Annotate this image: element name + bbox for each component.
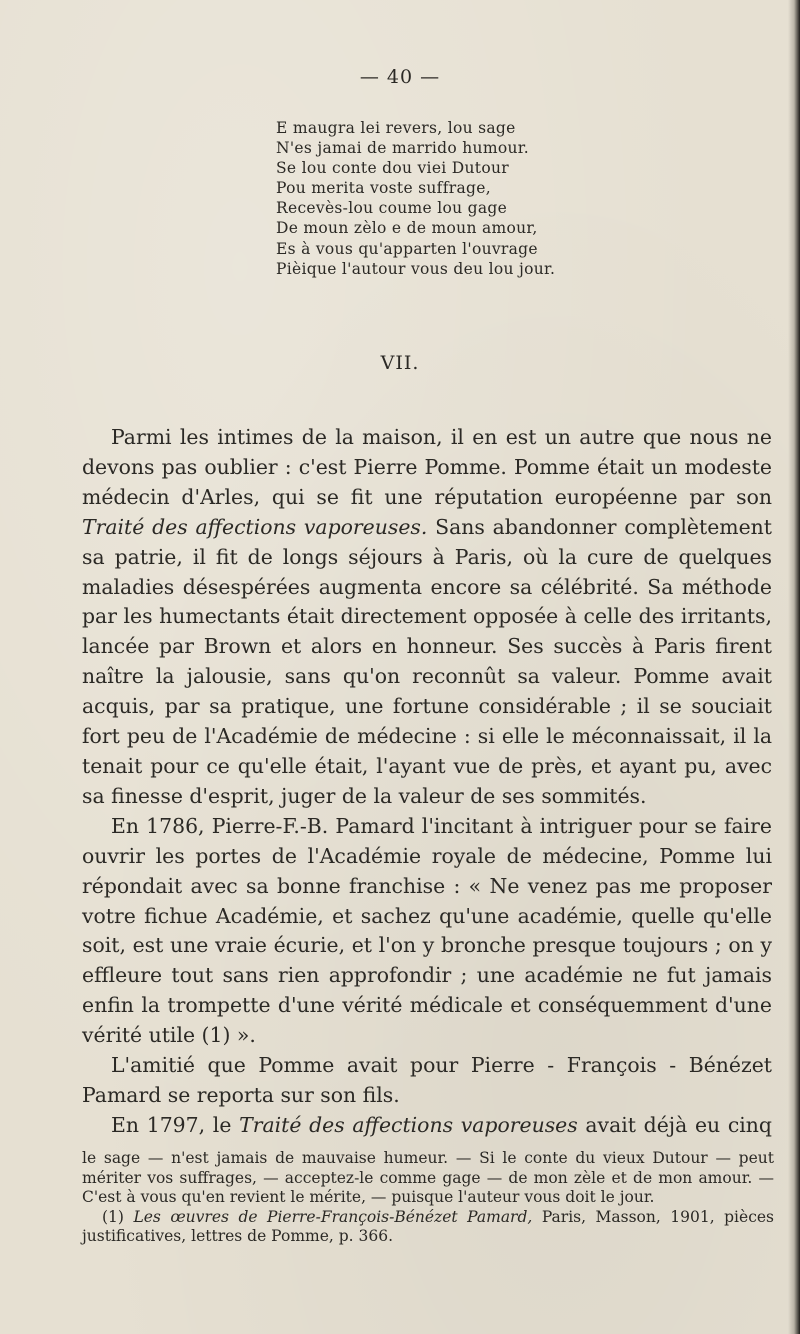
book-title: Traité des affections vaporeuses [239, 1112, 578, 1137]
paragraph: En 1786, Pierre-F.-B. Pamard l'incitant à intriguer pour se faire ouvrir les portes de l'Académie royale de médecine, Pomme lui répondait avec sa bonne franchise : « Ne venez pas me proposer votre fichue Académie, et sachez qu'une académie, quelle qu'elle soit, est une vraie écurie, et l'on y bronche presque toujours ; on y effleure tout sans rien approfondir ; une académie ne fut jamais enfin la trompette d'une vérité médicale et conséquemment d'une vérité utile (1) ». [82, 813, 772, 1048]
footnote-title: Les œuvres de Pierre-François-Bénézet Pamard, [133, 1207, 533, 1226]
poem-line: Se lou conte dou viei Dutour [276, 159, 509, 178]
paragraph-text: Parmi les intimes de la maison, il en est un autre que nous ne devons pas oublier : c'est Pierre Pomme. Pomme était un modeste médecin d'Arles, qui se fit une réputation européenne par son [82, 425, 772, 509]
page-edge-shadow [788, 0, 800, 1334]
footnote-text: Paris, Masson, 1901, pièces justificatives, lettres de Pomme, p. 366. [82, 1207, 774, 1246]
body-text [82, 423, 772, 1141]
poem-line: Recevès-lou coume lou gage [276, 199, 508, 218]
footnote-marker: (1) [102, 1207, 134, 1226]
paragraph [82, 423, 772, 812]
paragraph-text: Sans abandonner complètement sa patrie, il fit de longs séjours à Paris, où la cure de quelques maladies désespérées augmenta encore sa célébrité. Sa méthode par les humectants était directement opposée à celle des irritants, lancée par Brown et alors en honneur. Ses succès à Paris firent naître la jalousie, sans qu'on reconnût sa valeur. Pomme avait acquis, par sa pratique, une fortune considérable ; il se souciait fort peu de l'Académie de médecine : si elle le méconnaissait, il la tenait pour ce qu'elle était, l'ayant vue de près, et ayant pu, avec sa finesse d'esprit, juger de la valeur de ses sommités. [82, 514, 772, 808]
page-number: — 40 — [359, 66, 441, 88]
section-heading: VII. [380, 352, 420, 374]
poem-block [276, 118, 555, 279]
poem-line: Pièique l'autour vous deu lou jour. [276, 259, 556, 278]
footnote-translation: le sage — n'est jamais de mauvaise humeur. — Si le conte du vieux Dutour — peut mériter vos suffrages, — acceptez-le comme gage — de mon zèle et de mon amour. — C'est à vous qu'en revient le mérite, — puisque l'auteur vous doit le jour. [82, 1149, 774, 1207]
poem-line: Pou merita voste suffrage, [276, 179, 491, 198]
footnotes [82, 1149, 774, 1247]
paragraph [82, 1111, 772, 1141]
poem-line: Es à vous qu'apparten l'ouvrage [276, 239, 538, 258]
poem-line: N'es jamai de marrido humour. [276, 139, 529, 158]
footnote-1 [82, 1208, 774, 1247]
poem-line: E maugra lei revers, lou sage [276, 119, 516, 137]
paragraph: L'amitié que Pomme avait pour Pierre - François - Bénézet Pamard se reporta sur son fils. [82, 1053, 772, 1107]
poem-line: De moun zèlo e de moun amour, [276, 219, 538, 238]
book-title: Traité des affections vaporeuses. [82, 514, 428, 539]
paragraph-text: En 1797, le [111, 1112, 240, 1137]
paragraph-text: avait déjà eu cinq [577, 1112, 772, 1137]
